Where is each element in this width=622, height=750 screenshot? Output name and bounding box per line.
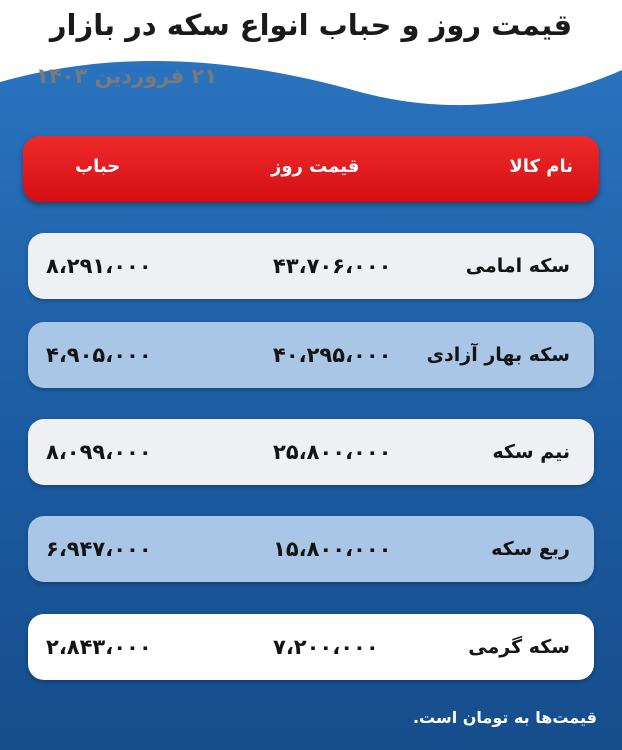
row-name: سکه بهار آزادی [426, 344, 570, 366]
table-row [28, 419, 594, 485]
row-bubble: ۸،۰۹۹،۰۰۰ [46, 440, 152, 464]
row-name: نیم سکه [492, 441, 570, 463]
footer-note: قیمت‌ها به تومان است. [412, 708, 597, 727]
row-name: سکه گرمی [468, 636, 570, 658]
row-bubble: ۴،۹۰۵،۰۰۰ [46, 343, 152, 367]
row-bubble: ۲،۸۴۳،۰۰۰ [46, 635, 152, 659]
row-name: ربع سکه [491, 538, 570, 560]
row-price: ۷،۲۰۰،۰۰۰ [273, 635, 379, 659]
date-label: ۲۱ فروردین ۱۴۰۳ [36, 64, 218, 88]
row-name: سکه امامی [465, 255, 570, 277]
table-row [28, 322, 594, 388]
row-bubble: ۶،۹۴۷،۰۰۰ [46, 537, 152, 561]
row-price: ۱۵،۸۰۰،۰۰۰ [273, 537, 392, 561]
row-price: ۲۵،۸۰۰،۰۰۰ [273, 440, 392, 464]
table-row [28, 233, 594, 299]
table-row [28, 516, 594, 582]
header-name: نام کالا [509, 156, 573, 177]
row-price: ۴۰،۲۹۵،۰۰۰ [273, 343, 392, 367]
table-row [28, 614, 594, 680]
row-price: ۴۳،۷۰۶،۰۰۰ [273, 254, 392, 278]
row-bubble: ۸،۲۹۱،۰۰۰ [46, 254, 152, 278]
page-title: قیمت روز و حباب انواع سکه در بازار [49, 8, 573, 42]
table-header [23, 136, 599, 202]
header-bubble: حباب [75, 156, 121, 177]
header-price: قیمت روز [271, 156, 360, 177]
